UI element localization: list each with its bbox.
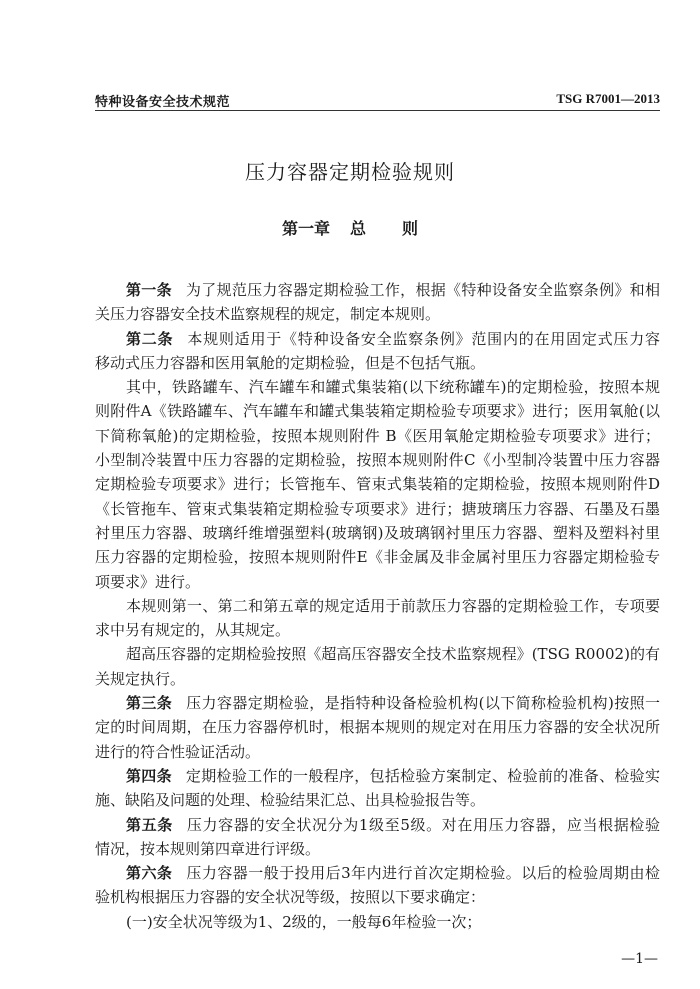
line-text: 项要求》进行。 [95, 572, 201, 591]
line-text: 定期检验工作的一般程序，包括检验方案制定、检验前的准备、检验实 [185, 766, 660, 785]
text-line [95, 813, 660, 837]
article-number: 第四条 [126, 766, 172, 785]
line-text: 《长管拖车、管束式集装箱定期检验专项要求》进行；搪玻璃压力容器、石墨及石墨 [95, 499, 660, 518]
paragraph [95, 764, 660, 813]
text-line [95, 545, 660, 569]
article-number: 第六条 [126, 864, 173, 883]
paragraph [95, 813, 660, 862]
line-text: 压力容器一般于投用后3年内进行首次定期检验。以后的检验周期由检 [186, 864, 660, 883]
line-text: 验机构根据压力容器的安全状况等级，按照以下要求确定： [95, 888, 486, 907]
chapter-number: 第一章 [281, 219, 330, 238]
paragraph [95, 278, 660, 327]
text-line [95, 642, 660, 666]
text-line [95, 837, 660, 861]
line-text: 定的时间周期，在压力容器停机时，根据本规则的规定对在用压力容器的安全状况所 [95, 718, 660, 737]
chapter-title-word-1: 总 [349, 219, 366, 238]
line-text: 移动式压力容器和医用氧舱的定期检验，但是不包括气瓶。 [95, 353, 486, 372]
line-text: 为了规范压力容器定期检验工作，根据《特种设备安全监察条例》和相 [185, 281, 660, 299]
text-line [95, 497, 660, 521]
text-line [95, 448, 660, 472]
line-text: 本规则第一、第二和第五章的规定适用于前款压力容器的定期检验工作，专项要 [126, 596, 660, 615]
text-line [95, 278, 660, 302]
line-text: 则附件A《铁路罐车、汽车罐车和罐式集装箱定期检验专项要求》进行；医用氧舱(以 [95, 402, 660, 421]
text-line [95, 715, 660, 739]
paragraph [95, 327, 660, 376]
header-rule [95, 110, 660, 111]
article-number: 第一条 [126, 281, 172, 299]
line-text: 衬里压力容器、玻璃纤维增强塑料(玻璃钢)及玻璃钢衬里压力容器、塑料及塑料衬里 [95, 523, 660, 542]
line-text: 下简称氧舱)的定期检验，按照本规则附件 B《医用氧舱定期检验专项要求》进行； [95, 426, 660, 445]
paragraph [95, 910, 660, 934]
text-line [95, 375, 660, 399]
line-text: 压力容器的安全状况分为1级至5级。对在用压力容器，应当根据检验 [186, 815, 660, 834]
text-line [95, 861, 660, 885]
text-line [95, 910, 660, 934]
line-text: 定期检验专项要求》进行；长管拖车、管束式集装箱的定期检验，按照本规则附件D [95, 475, 660, 494]
text-line [95, 740, 660, 764]
body-text [95, 278, 660, 934]
line-text: 本规则适用于《特种设备安全监察条例》范围内的在用固定式压力容 [187, 329, 660, 348]
paragraph [95, 861, 660, 910]
document-title: 压力容器定期检验规则 [245, 160, 455, 184]
article-number: 第二条 [126, 329, 174, 348]
text-line [95, 302, 660, 326]
paragraph [95, 375, 660, 594]
paragraph [95, 594, 660, 643]
chapter-heading [0, 216, 700, 239]
text-line [95, 521, 660, 545]
line-text: 压力容器的定期检验，按照本规则附件E《非金属及非金属衬里压力容器定期检验专 [95, 548, 660, 567]
page-number: —1— [621, 951, 658, 967]
text-line [95, 399, 660, 423]
line-text: 施、缺陷及问题的处理、检验结果汇总、出具检验报告等。 [95, 791, 486, 810]
text-line [95, 327, 660, 351]
line-text: 关规定执行。 [95, 669, 186, 688]
line-text: 情况，按本规则第四章进行评级。 [95, 839, 321, 858]
text-line [95, 788, 660, 812]
article-number: 第五条 [126, 815, 173, 834]
line-text: (一)安全状况等级为1、2级的，一般每6年检验一次； [126, 912, 482, 931]
text-line [95, 618, 660, 642]
text-line [95, 667, 660, 691]
text-line [95, 570, 660, 594]
line-text: 求中另有规定的，从其规定。 [95, 621, 291, 640]
line-text: 小型制冷装置中压力容器的定期检验，按照本规则附件C《小型制冷装置中压力容器 [95, 451, 660, 470]
text-line [95, 885, 660, 909]
line-text: 压力容器定期检验，是指特种设备检验机构(以下简称检验机构)按照一 [186, 694, 660, 713]
line-text: 关压力容器安全技术监察规程的规定，制定本规则。 [95, 305, 441, 324]
text-line [95, 351, 660, 375]
line-text: 进行的符合性验证活动。 [95, 742, 261, 761]
text-line [95, 691, 660, 715]
line-text: 其中，铁路罐车、汽车罐车和罐式集装箱(以下统称罐车)的定期检验，按照本规 [126, 378, 660, 397]
paragraph [95, 691, 660, 764]
line-text: 超高压容器的定期检验按照《超高压容器安全技术监察规程》(TSG R0002)的有 [126, 645, 660, 664]
running-header-right: TSG R7001—2013 [556, 91, 660, 106]
running-header-left: 特种设备安全技术规范 [95, 95, 231, 110]
chapter-title-word-2: 则 [402, 219, 419, 238]
article-number: 第三条 [126, 694, 173, 713]
text-line [95, 594, 660, 618]
text-line [95, 424, 660, 448]
text-line [95, 764, 660, 788]
paragraph [95, 642, 660, 691]
text-line [95, 472, 660, 496]
